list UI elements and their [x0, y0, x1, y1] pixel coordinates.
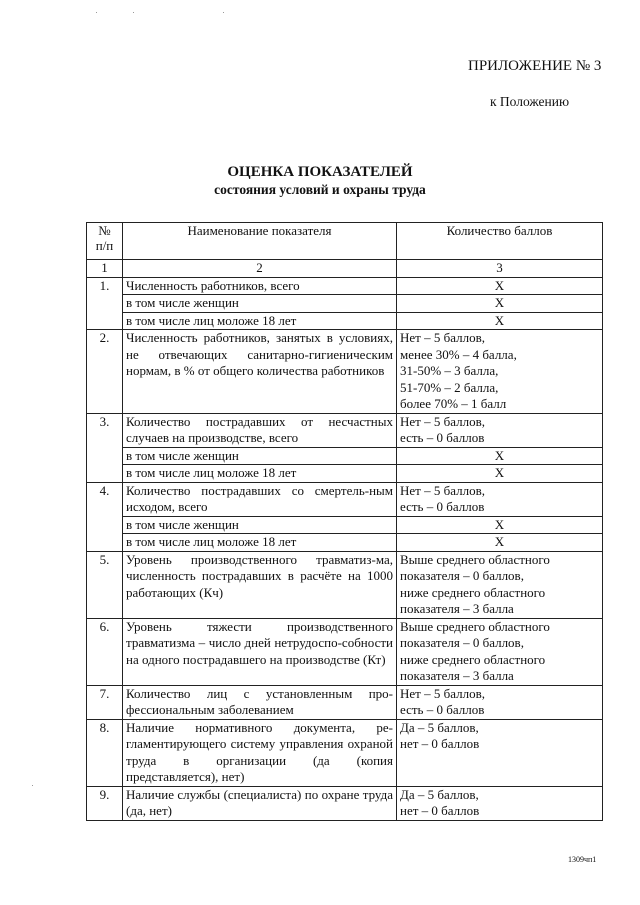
score-line: Да – 5 баллов,: [400, 719, 479, 735]
indicator-name: Численность работников, занятых в условиях, не отвечающих санитарно-гигиеническим нормам, в % от общего количества работников: [123, 330, 397, 414]
scan-speck: [32, 785, 33, 786]
subindicator-name: в том числе женщин: [123, 516, 397, 534]
score-line: Нет – 5 баллов,: [400, 330, 485, 345]
subindicator-name: в том числе лиц моложе 18 лет: [123, 312, 397, 330]
indicator-score: [397, 786, 603, 820]
score-line: Выше среднего областного: [400, 618, 550, 634]
table-row: [87, 719, 603, 786]
subindicator-name: в том числе лиц моложе 18 лет: [123, 465, 397, 483]
row-number: 1.: [87, 277, 123, 330]
indicator-name: Количество пострадавших со смертель-ным исходом, всего: [123, 482, 397, 516]
subindicator-score: Х: [397, 465, 603, 483]
row-number: 8.: [87, 719, 123, 786]
column-number: 1: [87, 260, 123, 278]
column-number: 3: [397, 260, 603, 278]
appendix-heading: ПРИЛОЖЕНИЕ № 3: [468, 58, 602, 74]
document-title: ОЦЕНКА ПОКАЗАТЕЛЕЙ: [227, 164, 413, 180]
score-line: менее 30% – 4 балла,: [400, 346, 517, 362]
table-row: [87, 330, 603, 414]
table-row: [87, 618, 603, 685]
scan-speck: [133, 12, 134, 13]
score-line: 51-70% – 2 балла,: [400, 379, 499, 395]
indicator-name: Наличие службы (специалиста) по охране труда (да, нет): [123, 786, 397, 820]
score-line: более 70% – 1 балл: [400, 396, 507, 411]
table-row: [87, 685, 603, 719]
indicator-score: [397, 482, 603, 516]
score-line: Нет – 5 баллов,: [400, 482, 485, 498]
scan-speck: [96, 12, 97, 13]
indicator-score: [397, 330, 603, 414]
table-row: [87, 482, 603, 516]
subindicator-score: Х: [397, 312, 603, 330]
score-line: показателя – 3 балла: [400, 668, 514, 683]
indicator-score: [397, 413, 603, 447]
subindicator-name: в том числе женщин: [123, 447, 397, 465]
score-line: есть – 0 баллов: [400, 430, 485, 445]
row-number: 4.: [87, 482, 123, 551]
score-line: показателя – 0 баллов,: [400, 568, 524, 583]
score-line: Да – 5 баллов,: [400, 786, 479, 802]
score-line: показателя – 3 балла: [400, 601, 514, 616]
indicator-score: [397, 551, 603, 618]
header-name-cell: Наименование показателя: [123, 223, 397, 260]
header-num-cell: [87, 223, 123, 260]
row-number: 9.: [87, 786, 123, 820]
header-num-line2: п/п: [95, 238, 114, 253]
subindicator-name: в том числе лиц моложе 18 лет: [123, 534, 397, 552]
row-number: 7.: [87, 685, 123, 719]
score-line: Нет – 5 баллов,: [400, 413, 485, 429]
header-score-cell: Количество баллов: [397, 223, 603, 260]
table-row: [87, 786, 603, 820]
score-line: нет – 0 баллов: [400, 803, 480, 818]
indicator-name: Уровень производственного травматиз-ма, численность пострадавших в расчёте на 1000 работающих (Кч): [123, 551, 397, 618]
score-line: есть – 0 баллов: [400, 702, 485, 717]
score-line: ниже среднего областного: [400, 584, 546, 600]
indicator-score: Х: [397, 277, 603, 295]
indicator-name: Уровень тяжести производственного травматизма – число дней нетрудоспо-собности на одного пострадавшего на производстве (Кт): [123, 618, 397, 685]
table-subrow: [87, 295, 603, 313]
indicators-table: [86, 222, 603, 821]
table-row: [87, 413, 603, 447]
indicator-score: [397, 685, 603, 719]
table-subrow: [87, 534, 603, 552]
subindicator-score: Х: [397, 516, 603, 534]
column-number-row: [87, 260, 603, 278]
indicator-name: Наличие нормативного документа, ре-гламентирующего систему управления охраной труда в организации (да (копия представляется), нет): [123, 719, 397, 786]
score-line: показателя – 0 баллов,: [400, 635, 524, 650]
indicator-name: Количество пострадавших от несчастных случаев на производстве, всего: [123, 413, 397, 447]
table-subrow: [87, 465, 603, 483]
table-subrow: [87, 516, 603, 534]
subindicator-score: Х: [397, 534, 603, 552]
table-subrow: [87, 312, 603, 330]
row-number: 3.: [87, 413, 123, 482]
score-line: есть – 0 баллов: [400, 499, 485, 514]
footer-code: 1309чп1: [568, 855, 597, 864]
scan-speck: [223, 12, 224, 13]
indicator-score: [397, 618, 603, 685]
score-line: нет – 0 баллов: [400, 736, 480, 751]
score-line: 31-50% – 3 балла,: [400, 363, 499, 378]
appendix-reference: к Положению: [490, 94, 570, 109]
score-line: ниже среднего областного: [400, 651, 546, 667]
row-number: 6.: [87, 618, 123, 685]
column-number: 2: [123, 260, 397, 278]
table-subrow: [87, 447, 603, 465]
subindicator-name: в том числе женщин: [123, 295, 397, 313]
table-header-row: [87, 223, 603, 260]
indicator-name: Количество лиц с установленным про-фессиональным заболеванием: [123, 685, 397, 719]
row-number: 5.: [87, 551, 123, 618]
score-line: Выше среднего областного: [400, 551, 550, 567]
score-line: Нет – 5 баллов,: [400, 685, 485, 701]
document-subtitle: состояния условий и охраны труда: [214, 182, 426, 197]
header-num-line1: №: [98, 223, 111, 238]
subindicator-score: Х: [397, 447, 603, 465]
indicator-score: [397, 719, 603, 786]
table-row: [87, 551, 603, 618]
indicator-name: Численность работников, всего: [123, 277, 397, 295]
subindicator-score: Х: [397, 295, 603, 313]
table-row: [87, 277, 603, 295]
row-number: 2.: [87, 330, 123, 414]
